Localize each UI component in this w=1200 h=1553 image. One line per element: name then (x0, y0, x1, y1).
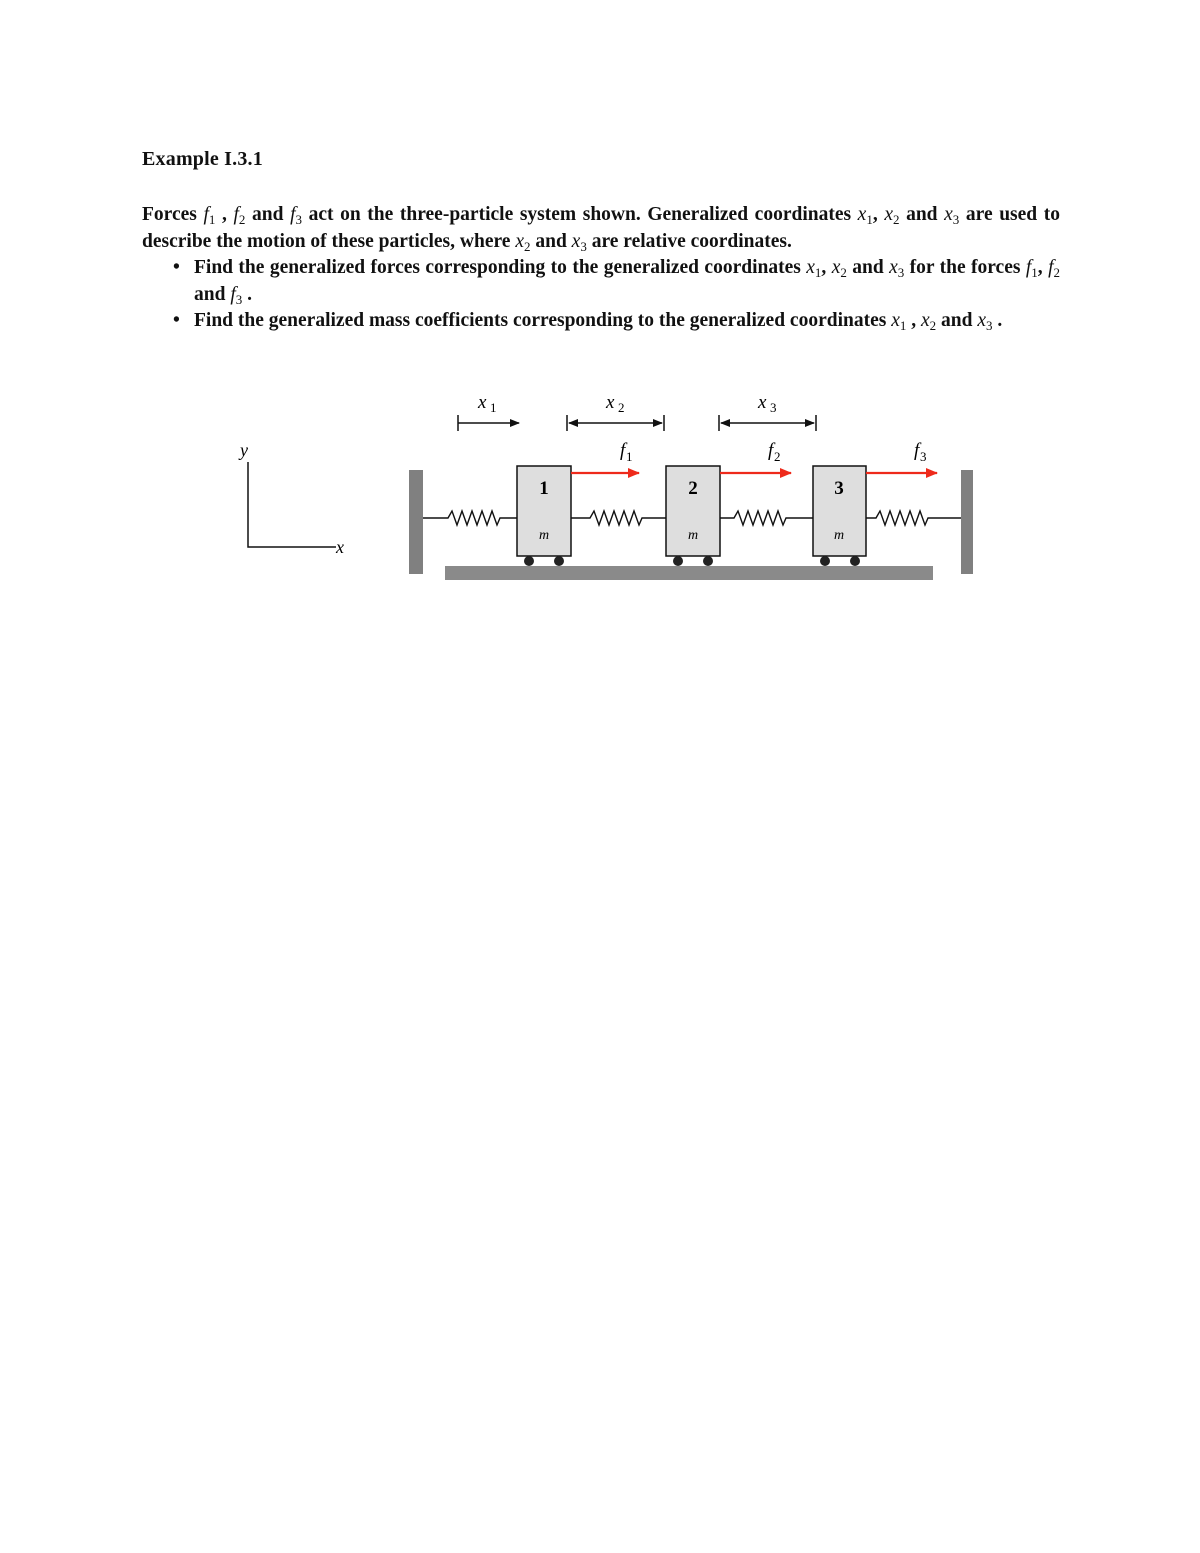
bullet-icon: • (173, 310, 180, 331)
mass-block-3 (813, 466, 866, 566)
wheel-icon (524, 556, 534, 566)
floor (445, 566, 933, 580)
svg-text:3: 3 (770, 400, 777, 415)
svg-text:f: f (768, 440, 774, 461)
coordinate-x1 (458, 392, 519, 431)
example-title: Example I.3.1 (142, 148, 263, 170)
axes-lines (248, 462, 336, 547)
task-list (142, 255, 1060, 335)
mass-label-2: m (687, 528, 699, 543)
bullet-icon: • (173, 257, 180, 278)
wheel-icon (673, 556, 683, 566)
problem-statement: Forces $f_1$ , $f_2$ and $f_3$ act on the three-particle system shown. Generalized coordinates $x_1$, $x_2$ and $x_3$ are used to describe the motion of these particles, where $x_2$ and $x_3$ are relative coordinates. (142, 204, 1060, 254)
svg-text:2: 2 (618, 400, 625, 415)
mass-number-2: 2 (688, 478, 698, 499)
problem-text (142, 202, 1060, 335)
spring-4 (866, 511, 961, 525)
force-f1 (571, 440, 639, 473)
task-item-forces: • Find the generalized forces corresponding to the generalized coordinates $x_1$, $x_2$ and $x_3$ for the forces $f_1$, $f_2$ and $f_3$ . (173, 257, 1060, 307)
coordinate-axes (238, 440, 344, 557)
wheel-icon (850, 556, 860, 566)
wheel-icon (820, 556, 830, 566)
axis-x-label: x (336, 537, 344, 557)
svg-text:f: f (620, 440, 626, 461)
spring-3 (720, 511, 813, 525)
mass-number-3: 3 (834, 478, 844, 499)
svg-text:2: 2 (774, 449, 781, 464)
svg-text:1: 1 (490, 400, 497, 415)
svg-text:f: f (914, 440, 920, 461)
force-f2 (720, 440, 791, 473)
mass-label-3: m (833, 528, 845, 543)
task-item-mass: • Find the generalized mass coefficients corresponding to the generalized coordinates $x_1$ , $x_2$ and $x_3$ . (173, 310, 1003, 333)
coordinate-x3 (719, 392, 816, 431)
right-wall (961, 470, 973, 574)
coordinate-x2 (567, 392, 664, 431)
svg-text:x: x (478, 392, 487, 413)
svg-text:x: x (606, 392, 615, 413)
spring-2 (571, 511, 666, 525)
force-f3 (866, 440, 937, 473)
axis-y-label: y (240, 440, 248, 460)
diagram-svg (220, 380, 1000, 600)
svg-text:3: 3 (920, 449, 927, 464)
spring-1 (423, 511, 517, 525)
wheel-icon (554, 556, 564, 566)
left-wall (409, 470, 423, 574)
mass-number-1: 1 (539, 478, 549, 499)
mass-block-2 (666, 466, 720, 566)
wheel-icon (703, 556, 713, 566)
mass-block-1 (517, 466, 571, 566)
mass-spring-diagram (220, 380, 1000, 600)
svg-text:x: x (758, 392, 767, 413)
svg-text:1: 1 (626, 449, 633, 464)
mass-label-1: m (538, 528, 550, 543)
